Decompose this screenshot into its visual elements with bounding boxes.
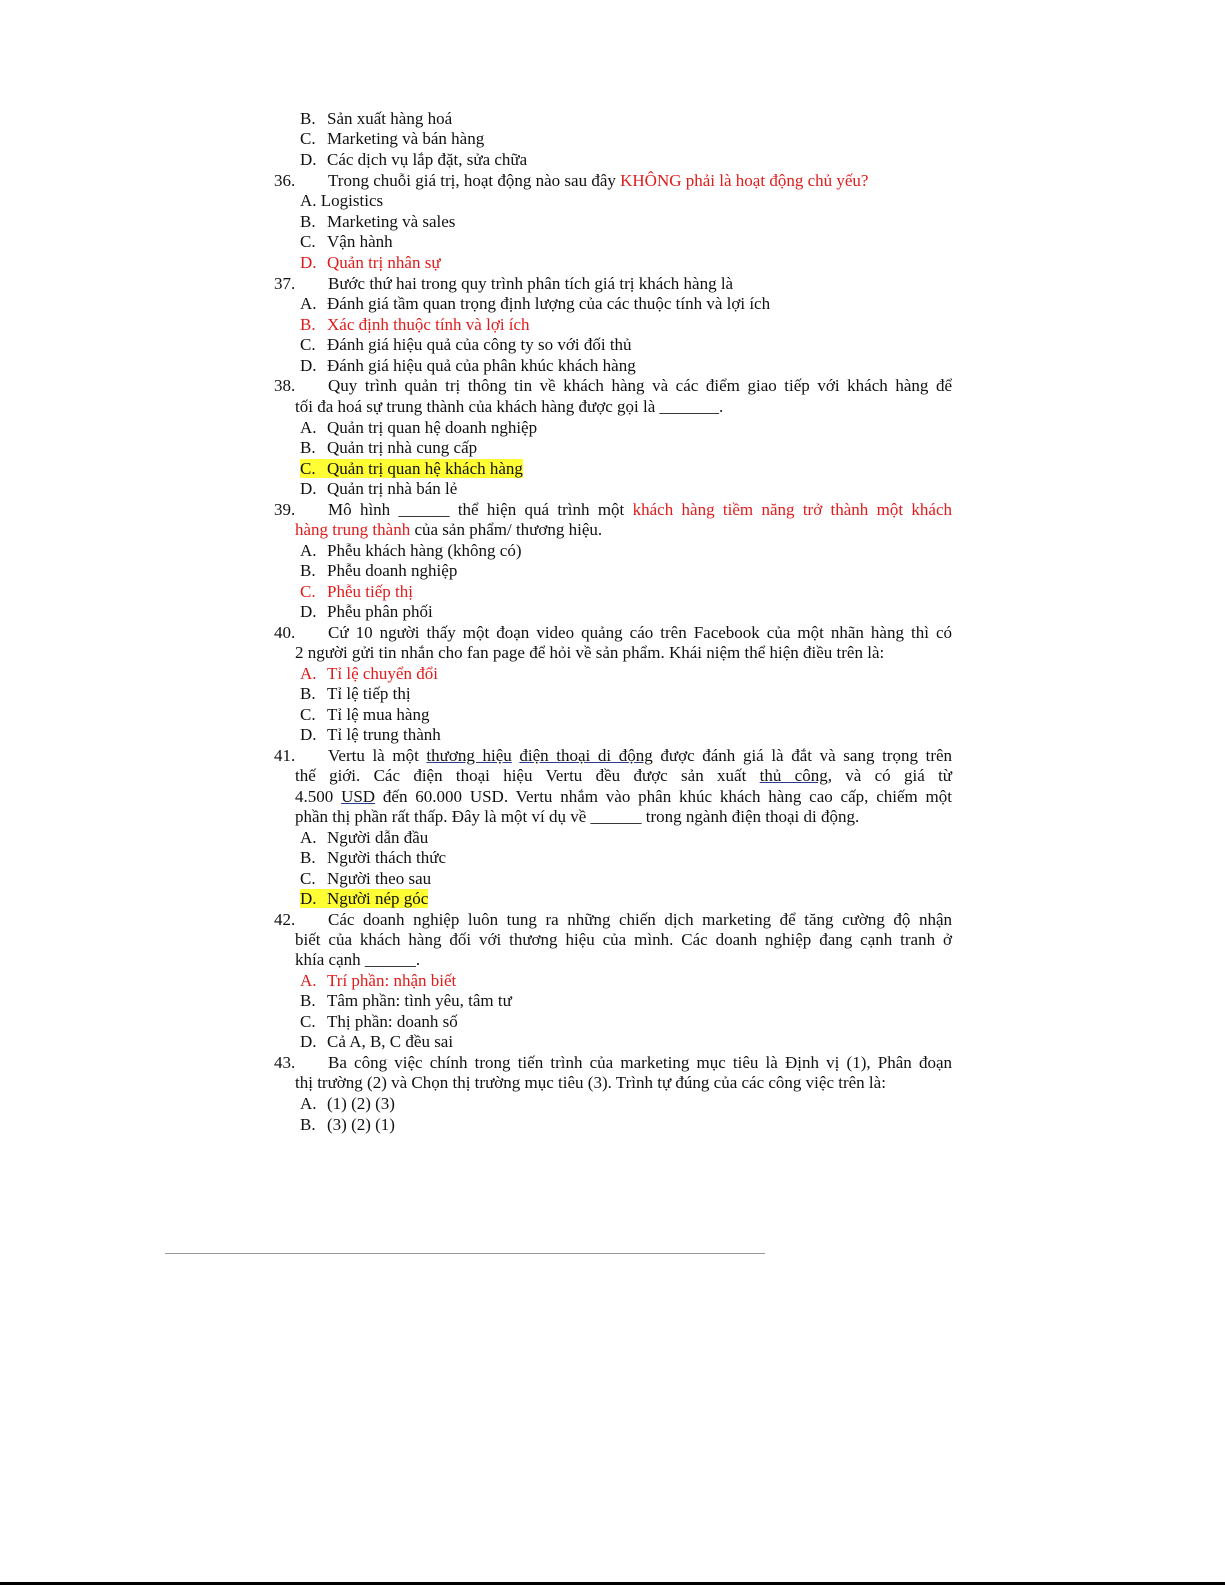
question-number: 37. [274,274,296,293]
question-text-line1: Ba công việc chính trong tiến trình của marketing mục tiêu là Định vị (1), Phân đoạn [328,1053,952,1072]
question-text-line1: Các doanh nghiệp luôn tung ra những chiến dịch marketing để tăng cường độ nhận [328,910,952,929]
question-text-line1: Quy trình quản trị thông tin về khách hàng và các điểm giao tiếp với khách hàng để [328,376,952,395]
question-text-line2: 2 người gửi tin nhắn cho fan page để hỏi về sản phẩm. Khái niệm thể hiện điều trên là: [295,643,885,662]
question-number: 40. [274,623,296,642]
option-c: C. Marketing và bán hàng [300,129,485,148]
option-c: C. Tỉ lệ mua hàng [300,705,430,724]
option-b: B. Tâm phần: tình yêu, tâm tư [300,991,512,1010]
question-number: 38. [274,376,296,395]
option-a-answer: A. Tỉ lệ chuyển đổi [300,664,438,683]
question-number: 43. [274,1053,296,1072]
question-text-line4: phần thị phần rất thấp. Đây là một ví dụ về ______ trong ngành điện thoại di động. [295,807,860,826]
question-text: Trong chuỗi giá trị, hoạt động nào sau đây KHÔNG phải là hoạt động chủ yếu? [328,171,869,190]
option-c-answer: C. Phễu tiếp thị [300,582,413,601]
option-a: A. Quản trị quan hệ doanh nghiệp [300,418,538,437]
option-d: D. Đánh giá hiệu quả của phân khúc khách hàng [300,356,636,375]
option-a: A. (1) (2) (3) [300,1094,395,1113]
option-d-highlighted: D. Người nép góc [300,889,429,908]
option-a-answer: A. Trí phần: nhận biết [300,971,457,990]
option-c: C. Đánh giá hiệu quả của công ty so với đối thủ [300,335,632,354]
option-d: D. Tỉ lệ trung thành [300,725,441,744]
question-text-line1: Cứ 10 người thấy một đoạn video quảng cáo trên Facebook của một nhãn hàng thì có [328,623,952,642]
question-text-line3: khía cạnh ______. [295,950,421,969]
option-b: B. Quản trị nhà cung cấp [300,438,478,457]
question-number: 42. [274,910,296,929]
option-c: C. Người theo sau [300,869,432,888]
question-text-line2: thị trường (2) và Chọn thị trường mục tiêu (3). Trình tự đúng của các công việc trên là: [295,1073,886,1092]
question-text-line3: 4.500 USD đến 60.000 USD. Vertu nhắm vào phân khúc khách hàng cao cấp, chiếm một [295,787,953,806]
option-d: D. Quản trị nhà bán lẻ [300,479,458,498]
question-number: 41. [274,746,296,765]
option-b: B. Phễu doanh nghiệp [300,561,458,580]
option-d: D. Cả A, B, C đều sai [300,1032,454,1051]
question-text-line2: thế giới. Các điện thoại hiệu Vertu đều được sản xuất thủ công, và có giá từ [295,766,953,785]
option-c: C. Vận hành [300,232,393,251]
option-b: B. Sản xuất hàng hoá [300,109,453,128]
option-a: A. Logistics [300,191,384,210]
question-text-line1: Vertu là một thương hiệu điện thoại di động được đánh giá là đắt và sang trọng trên [328,746,953,765]
option-a: A. Phễu khách hàng (không có) [300,541,522,560]
question-text-line2: hàng trung thành của sản phẩm/ thương hiệu. [295,520,603,539]
option-d: D. Các dịch vụ lắp đặt, sửa chữa [300,150,528,169]
question-text-line1: Mô hình ______ thể hiện quá trình một khách hàng tiềm năng trở thành một khách [328,500,952,519]
option-d: D. Phễu phân phối [300,602,433,621]
question-text: Bước thứ hai trong quy trình phân tích giá trị khách hàng là [328,274,734,293]
footer-divider [165,1253,765,1254]
option-c: C. Thị phần: doanh số [300,1012,458,1031]
option-b: B. (3) (2) (1) [300,1115,395,1134]
option-a: A. Đánh giá tầm quan trọng định lượng của các thuộc tính và lợi ích [300,294,771,313]
option-d-answer: D. Quản trị nhân sự [300,253,441,272]
question-number: 39. [274,500,296,519]
option-b: B. Marketing và sales [300,212,456,231]
option-c-highlighted: C. Quản trị quan hệ khách hàng [300,459,523,478]
option-b: B. Người thách thức [300,848,446,867]
question-number: 36. [274,171,296,190]
option-b-answer: B. Xác định thuộc tính và lợi ích [300,315,530,334]
option-b: B. Tỉ lệ tiếp thị [300,684,411,703]
option-a: A. Người dẫn đầu [300,828,429,847]
question-text-line2: biết của khách hàng đối với thương hiệu của mình. Các doanh nghiệp đang cạnh tranh ở [295,930,952,949]
question-text-line2: tối đa hoá sự trung thành của khách hàng được gọi là _______. [295,397,724,416]
